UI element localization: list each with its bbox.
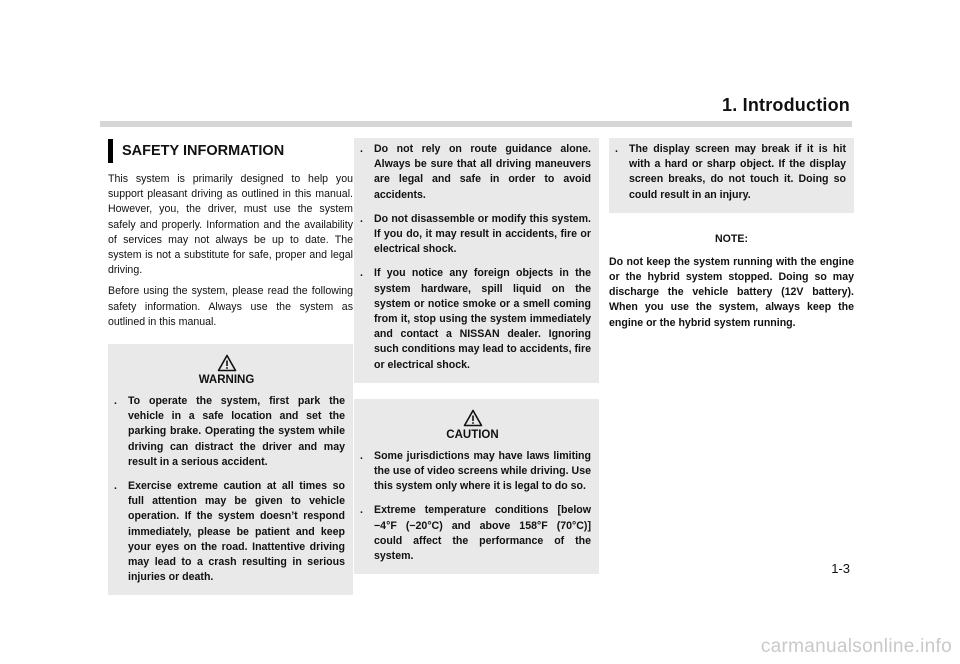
- warning-item: [354, 212, 591, 258]
- page-number: 1-3: [831, 561, 850, 576]
- caution-item-text: Some jurisdictions may have laws limiting the use of video screens while driving. Use this system only where it is legal to do so.: [374, 449, 591, 493]
- warning-item: [108, 394, 345, 470]
- chapter-title: 1. Introduction: [722, 95, 850, 115]
- warning-item: [354, 266, 591, 372]
- warning-triangle-icon: [217, 354, 237, 372]
- caution-item: [354, 449, 591, 495]
- section-heading: [108, 138, 353, 164]
- bullet: .: [615, 143, 618, 155]
- warning-item-text: Exercise extreme caution at all times so full attention may be given to vehicle operation. If the system doesn’t respond immediately, please be patient and keep your eyes on the road. Inattentive driving may lead to a crash resulting in serious injuries or death.: [128, 480, 345, 584]
- bullet: .: [114, 480, 117, 493]
- warning-triangle-icon: [463, 409, 483, 427]
- section-marker-bar: [108, 139, 113, 163]
- intro-paragraph-2: Before using the system, please read the following safety information. Always use the system as outlined in this manual.: [108, 285, 353, 328]
- bullet: .: [360, 449, 363, 462]
- note-label: NOTE:: [715, 232, 748, 245]
- warning-item-text: Do not rely on route guidance alone. Always be sure that all driving maneuvers are legal and safe in order to avoid accidents.: [374, 143, 591, 201]
- warning-item-text: Do not disassemble or modify this system. If you do, it may result in accidents, fire or electrical shock.: [374, 212, 591, 256]
- warning-item: [108, 479, 345, 585]
- column-2: [354, 138, 599, 574]
- bullet: .: [114, 395, 117, 408]
- warning-item: [354, 142, 591, 203]
- column-3: [609, 138, 854, 331]
- warning-box: [108, 344, 353, 595]
- column-1: [108, 138, 353, 595]
- note-text: Do not keep the system running with the engine or the hybrid system stopped. Doing so may discharge the vehicle battery (12V battery). When you use the system, always keep the engine or the hybrid system running.: [609, 255, 854, 329]
- bullet: .: [360, 504, 363, 517]
- warning-box-continued: [354, 138, 599, 383]
- header-rule: [100, 121, 852, 127]
- warning-heading: [108, 354, 345, 386]
- caution-box: [354, 399, 599, 574]
- bullet: .: [360, 212, 363, 225]
- intro-paragraph-1: This system is primarily designed to help you support pleasant driving as outlined in this manual. However, you, the driver, must use the system safely and properly. Information and the availability of services may not always be up to date. The system is not a substitute for safe, proper and legal driving.: [108, 173, 353, 277]
- caution-item-text: The display screen may break if it is hit with a hard or sharp object. If the display screen breaks, do not touch it. Doing so could result in an injury.: [629, 143, 846, 201]
- bullet: .: [360, 267, 363, 280]
- warning-item-text: To operate the system, first park the vehicle in a safe location and set the parking brake. Operating the system while driving can distract the driver and may result in a serious accident.: [128, 395, 345, 468]
- caution-item: [354, 503, 591, 564]
- bullet: .: [360, 143, 363, 155]
- caution-item: [609, 142, 846, 203]
- watermark: carmanualsonline.info: [760, 636, 952, 657]
- caution-heading: [354, 409, 591, 441]
- section-title: SAFETY INFORMATION: [122, 143, 285, 159]
- caution-box-continued: [609, 138, 854, 213]
- caution-item-text: Extreme temperature conditions [below −4°F (−20°C) and above 158°F (70°C)] could affect the performance of the system.: [374, 504, 591, 563]
- caution-title: CAUTION: [446, 428, 499, 441]
- warning-title: WARNING: [198, 374, 255, 387]
- warning-item-text: If you notice any foreign objects in the system hardware, spill liquid on the system or notice smoke or a smell coming from it, stop using the system immediately and contact a NISSAN dealer. Ignoring such conditions may lead to accidents, fire or electrical shock.: [374, 267, 591, 371]
